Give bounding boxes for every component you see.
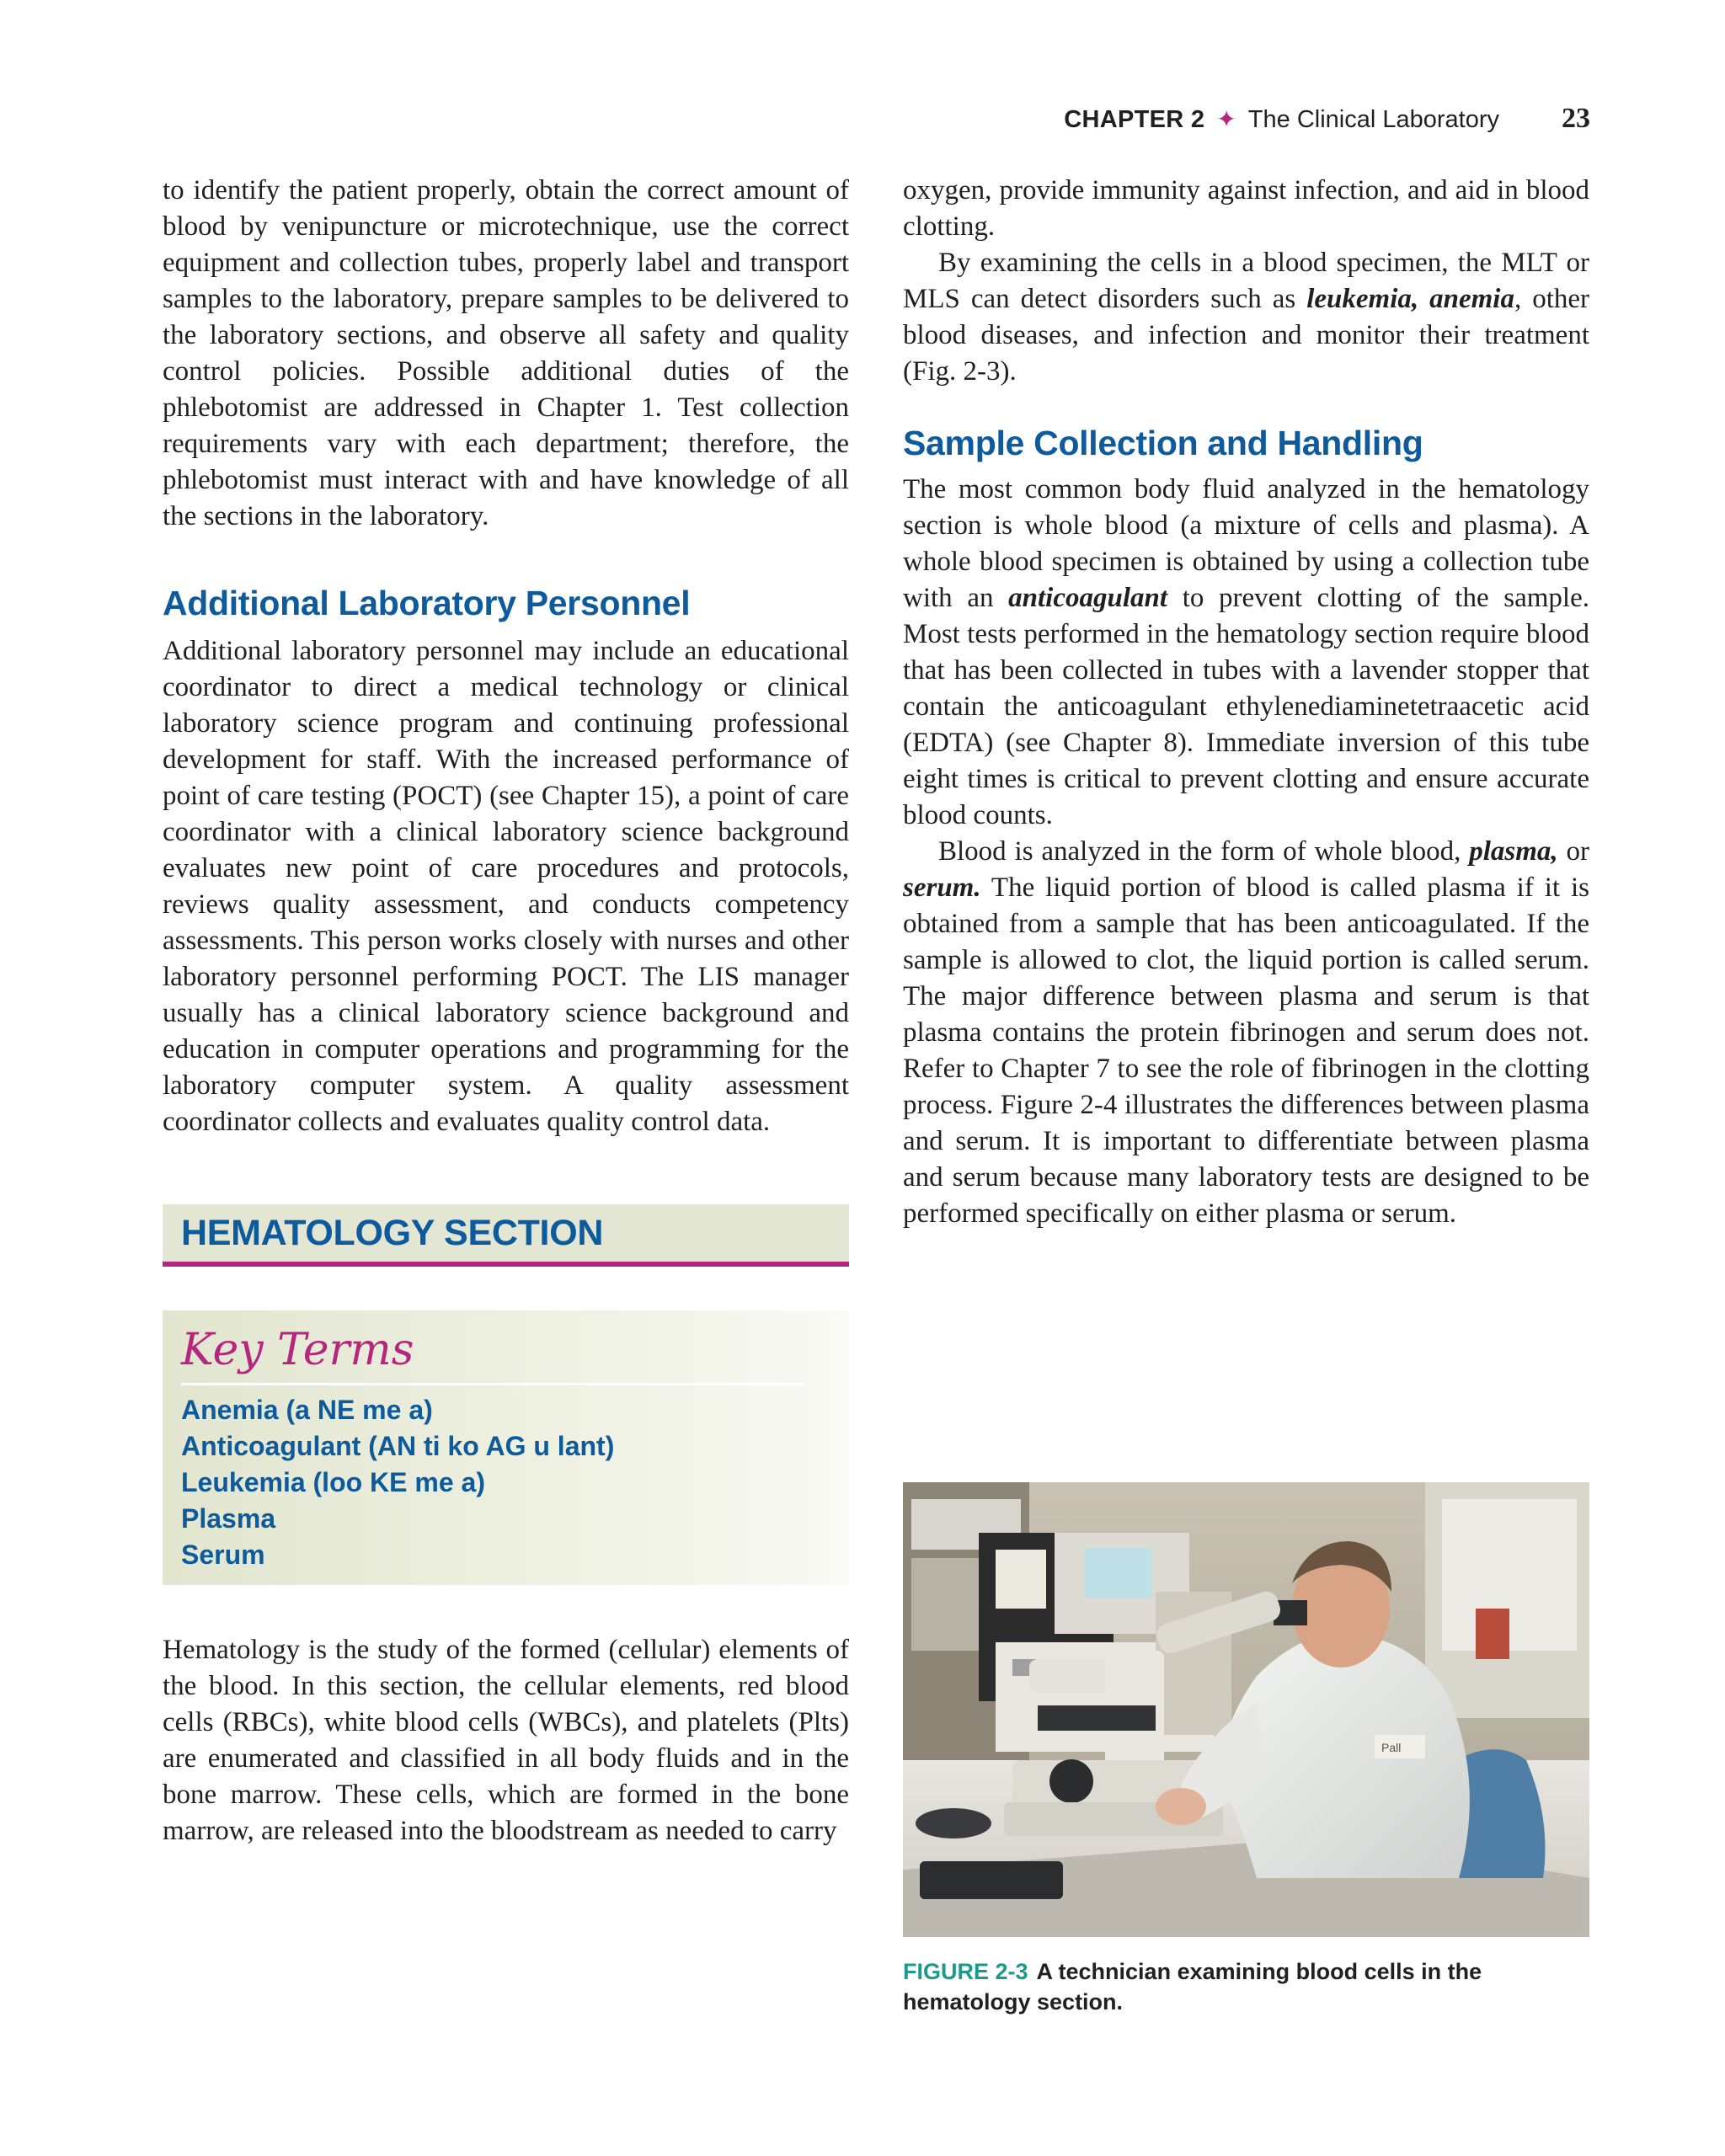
key-term-plasma-inline: plasma, [1469,836,1558,867]
figure-photo [903,1482,1589,1937]
key-terms-list [181,1392,830,1573]
technician-microscope-photo [903,1482,1589,1937]
examination-paragraph: By examining the cells in a blood specimen, the MLT or MLS can detect disorders such as leukemia, anemia, other blood diseases, and infection and monitor their treatment (Fig. 2-3). [903,248,1589,387]
key-terms-box [163,1310,849,1585]
chapter-title: The Clinical Laboratory [1247,106,1499,133]
page-number: 23 [1562,103,1590,134]
figure-label: FIGURE 2-3 [903,1959,1028,1984]
chapter-label: CHAPTER 2 [1064,106,1205,133]
running-head [1064,103,1590,136]
star-separator-icon: ✦ [1216,106,1236,132]
personnel-paragraph: Additional laboratory personnel may include an educational coordinator to direct a medical technology or clinical laboratory science program and continuing professional development for staff. With the increased performance of point of care testing (POCT) (see Chapter 15), a point of care coordinator with a clinical laboratory science background evaluates new point of care procedures and protocols, reviews quality assessment, and conducts competency assessments. This person works closely with nurses and other laboratory personnel performing POCT. The LIS manager usually has a clinical laboratory science background and education in computer operations and programming for the laboratory computer system. A quality assessment coordinator collects and evaluates quality control data. [163,636,849,1137]
section-heading: HEMATOLOGY SECTION [181,1212,604,1253]
key-term-plasma: Plasma [181,1503,276,1534]
hematology-paragraph: Hematology is the study of the formed (cellular) elements of the blood. In this section, the cellular elements, red blood cells (RBCs), white blood cells (WBCs), and platelets (Plts) are enumerated and classified in all body fluids and in the bone marrow. These cells, which are formed in the bone marrow, are released into the bloodstream as needed to carry [163,1635,849,1846]
key-term-leukemia: Leukemia (loo KE me a) [181,1467,485,1497]
key-term-serum-inline: serum. [903,873,981,903]
key-term-anemia: Anemia (a NE me a) [181,1395,433,1425]
whole-blood-paragraph: The most common body fluid analyzed in the hematology section is whole blood (a mixture of cells and plasma). A whole blood specimen is obtained by using a collection tube with an anticoagulant to prevent clotting of the sample. Most tests performed in the hematology section require blood that has been collected in tubes with a lavender stopper that contain the anticoagulant ethylenediaminetetraacetic acid (EDTA) (see Chapter 8). Immediate inversion of this tube eight times is critical to prevent clotting and ensure accurate blood counts. [903,474,1589,830]
figure-caption [903,1956,1589,2017]
left-column [163,173,849,1849]
key-terms-title: Key Terms [181,1321,804,1385]
sample-collection-heading: Sample Collection and Handling [903,424,1423,462]
plasma-serum-paragraph: Blood is analyzed in the form of whole blood, plasma, or serum. The liquid portion of blood is called plasma if it is obtained from a sample that has been anticoagulated. If the sample is allowed to clot, the liquid portion is called serum. The major difference between plasma and serum is that plasma contains the protein fibrinogen and serum does not. Refer to Chapter 7 to see the role of fibrinogen in the clotting process. Figure 2-4 illustrates the differences between plasma and serum. It is important to differentiate between plasma and serum because many laboratory tests are designed to be performed specifically on either plasma or serum. [903,836,1589,1229]
key-term-anticoagulant: Anticoagulant (AN ti ko AG u lant) [181,1431,615,1461]
section-heading-bar [163,1204,849,1267]
figure-caption-text: A technician examining blood cells in the hematology section. [903,1959,1482,2015]
right-column [903,173,1589,1232]
key-term-serum: Serum [181,1540,265,1570]
name-tag-text: Pall [1381,1741,1402,1754]
intro-paragraph: to identify the patient properly, obtain the correct amount of blood by venipuncture or microtechnique, use the correct equipment and collection tubes, properly label and transport samples to the laboratory, prepare samples to be delivered to the laboratory sections, and observe all safety and quality control policies. Possible additional duties of the phlebotomist are addressed in Chapter 1. Test collection requirements vary with each department; therefore, the phlebotomist must interact with and have knowledge of all the sections in the laboratory. [163,175,849,531]
key-term-anticoagulant-inline: anticoagulant [1008,583,1168,613]
continuation-paragraph: oxygen, provide immunity against infection, and aid in blood clotting. [903,175,1589,242]
key-term-leukemia-inline: leukemia, [1306,284,1419,314]
key-term-anemia-inline: anemia [1429,284,1514,314]
personnel-heading: Additional Laboratory Personnel [163,584,691,622]
